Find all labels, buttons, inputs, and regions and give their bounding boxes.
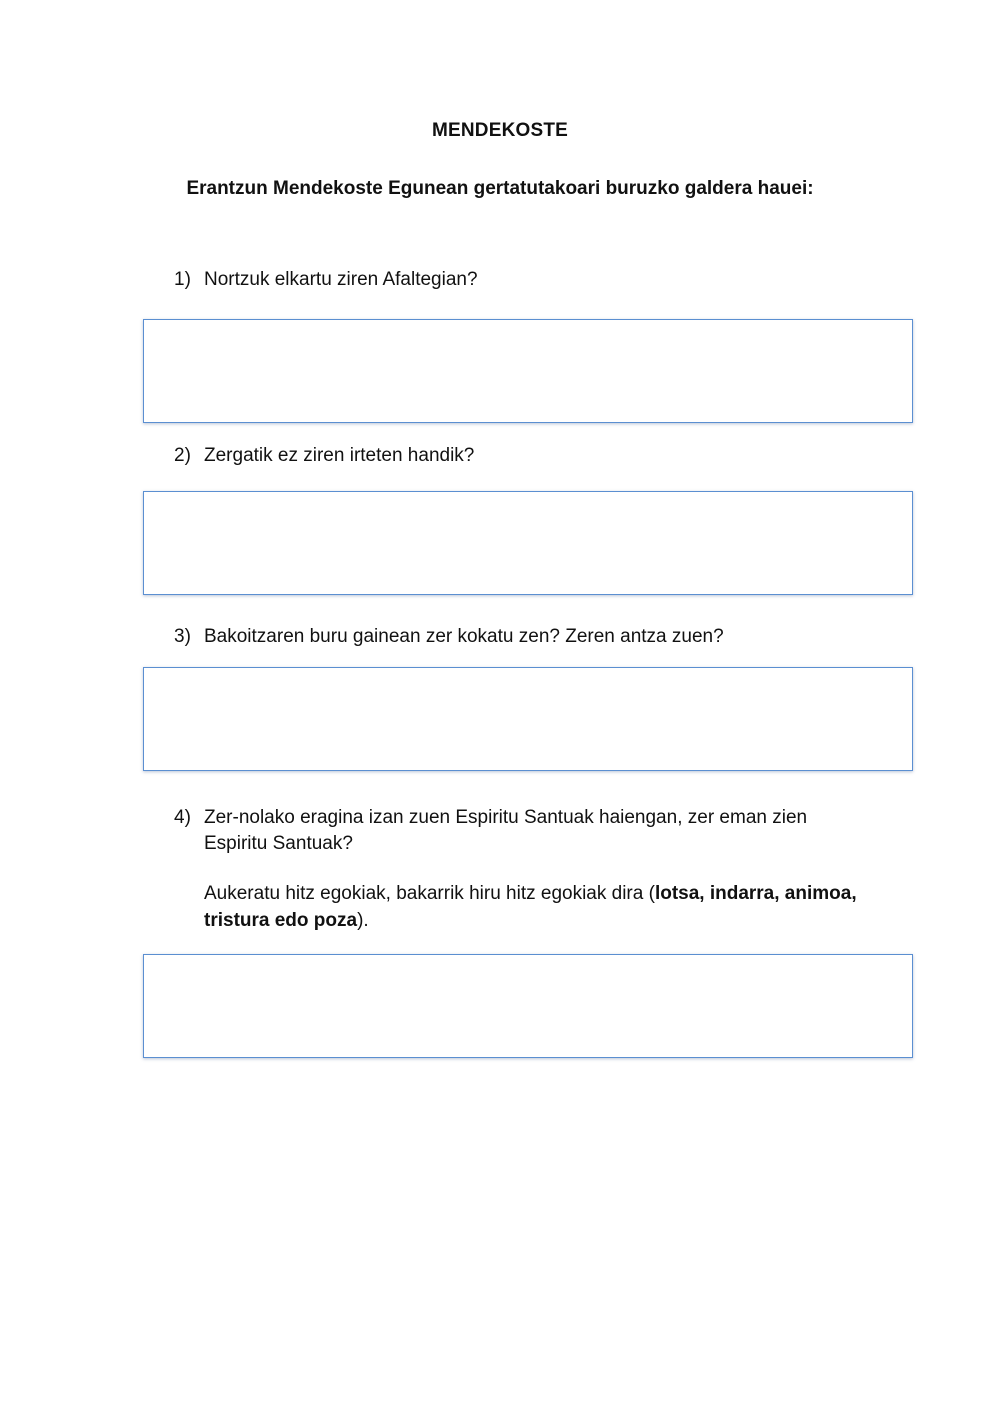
answer-box-4[interactable] (143, 954, 913, 1058)
question-text: Nortzuk elkartu ziren Afaltegian? (204, 269, 478, 290)
question-1 (174, 267, 854, 293)
note-prefix: Aukeratu hitz egokiak, bakarrik hiru hitz egokiak dira ( (204, 883, 655, 904)
question-number: 2) (174, 445, 191, 466)
instruction-text: Erantzun Mendekoste Egunean gertatutakoari buruzko galdera hauei: (186, 178, 814, 199)
answer-box-3[interactable] (143, 667, 913, 771)
question-text: Zer-nolako eragina izan zuen Espiritu Santuak haiengan, zer eman zien Espiritu Santuak? (204, 807, 808, 854)
answer-box-2[interactable] (143, 491, 913, 595)
question-text: Bakoitzaren buru gainean zer kokatu zen? Zeren antza zuen? (204, 626, 724, 647)
question-2 (174, 443, 854, 469)
question-number: 1) (174, 269, 191, 290)
note-options: lotsa, indarra, animoa, tristura edo poza (204, 883, 857, 931)
note-suffix: ). (357, 910, 369, 931)
question-number: 4) (174, 807, 191, 828)
question-4 (174, 805, 824, 857)
word-choice-note (204, 880, 864, 934)
page-title: MENDEKOSTE (431, 120, 569, 141)
question-text: Zergatik ez ziren irteten handik? (204, 445, 475, 466)
answer-box-1[interactable] (143, 319, 913, 423)
question-3 (174, 624, 854, 650)
question-number: 3) (174, 626, 191, 647)
